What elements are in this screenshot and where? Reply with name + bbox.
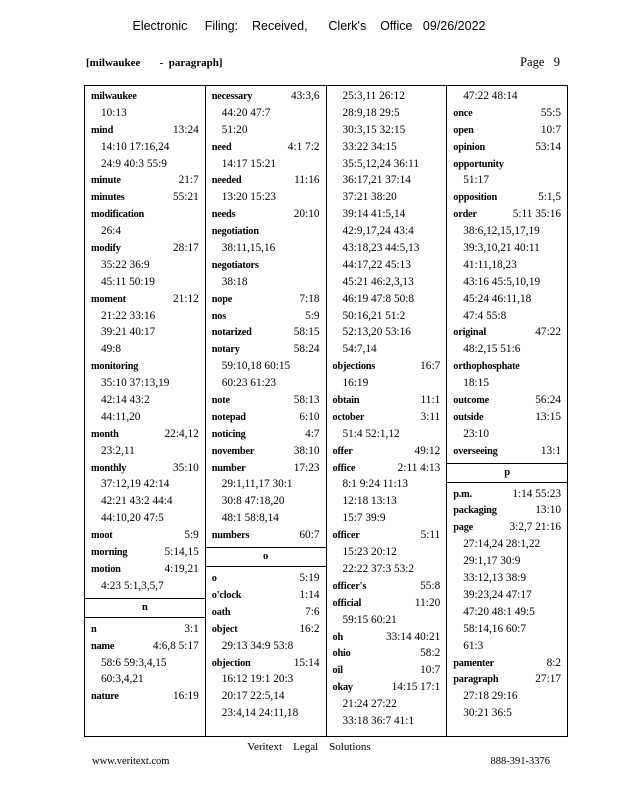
index-continuation: 22:22 37:3 53:2	[342, 562, 415, 575]
index-refs: 47:22	[535, 326, 561, 339]
index-continuation: 18:15	[463, 377, 489, 390]
index-entry	[206, 604, 326, 621]
index-term: monthly	[91, 462, 127, 474]
index-refs: 55:5	[540, 106, 561, 119]
index-term: numbers	[211, 530, 250, 542]
index-entry	[85, 206, 205, 223]
index-entry	[327, 595, 447, 612]
index-term: official	[332, 597, 362, 609]
index-continuation: 39:23,24 47:17	[463, 588, 532, 601]
index-entry	[206, 587, 326, 604]
index-continuation: 23:2,11	[101, 444, 135, 457]
index-refs: 5:9	[184, 529, 199, 542]
index-refs: 16:2	[299, 622, 320, 635]
index-continuation: 29:13 34:9 53:8	[221, 639, 294, 652]
index-column-1	[85, 86, 205, 736]
index-term: outside	[453, 411, 484, 423]
index-continuation: 54:7,14	[342, 343, 377, 356]
index-continuation: 45:21 46:2,3,13	[342, 275, 414, 288]
index-refs: 4:19,21	[164, 562, 199, 575]
index-term: necessary	[211, 91, 253, 102]
index-refs: 4:6,8 5:17	[152, 639, 199, 652]
filing-stamp: Electronic Filing: Received, Clerk's Office 09/26/2022	[132, 19, 486, 33]
index-continuation: 37:21 38:20	[342, 191, 397, 204]
index-term: nature	[91, 691, 119, 703]
index-entry	[206, 409, 326, 426]
index-continuation: 41:11,18,23	[463, 258, 517, 271]
index-refs: 5:9	[305, 309, 320, 322]
index-entry	[206, 570, 326, 587]
index-term: milwaukee	[91, 91, 137, 102]
index-continuation: 28:9,18 29:5	[342, 106, 400, 119]
index-refs: 16:7	[420, 360, 441, 373]
index-continuation: 52:13,20 53:16	[342, 326, 411, 339]
index-continuation: 58:6 59:3,4,15	[101, 656, 167, 669]
index-term: oh	[332, 631, 343, 643]
index-continuation: 60:3,4,21	[101, 673, 144, 686]
index-entry	[85, 172, 205, 189]
index-term: modification	[91, 209, 145, 221]
index-entry	[206, 308, 326, 325]
index-continuation: 13:20 15:23	[221, 191, 277, 204]
index-term: morning	[91, 547, 128, 559]
index-entry	[447, 655, 567, 672]
index-continuation: 14:17 15:21	[221, 157, 277, 170]
index-refs: 49:12	[414, 444, 441, 457]
index-refs: 11:20	[414, 596, 441, 609]
index-entry	[447, 486, 567, 503]
index-entry	[447, 519, 567, 536]
section-letter: p	[447, 463, 567, 483]
index-refs: 7:6	[305, 605, 320, 618]
index-refs: 5:11	[420, 529, 441, 542]
index-term: opinion	[453, 141, 486, 153]
index-continuation: 44:20 47:7	[221, 106, 271, 119]
index-entry	[327, 358, 447, 375]
index-term: needs	[211, 209, 236, 221]
index-refs: 35:10	[173, 461, 199, 474]
index-refs: 5:14,15	[164, 546, 199, 559]
index-continuation: 23:10	[463, 427, 489, 440]
index-entry	[327, 443, 447, 460]
index-entry	[206, 206, 326, 223]
index-continuation: 29:1,17 30:9	[463, 555, 521, 568]
index-term: object	[211, 623, 238, 635]
index-continuation: 46:19 47:8 50:8	[342, 292, 415, 305]
index-entry	[447, 122, 567, 139]
index-term: notepad	[211, 411, 246, 423]
index-continuation: 37:12,19 42:14	[101, 478, 170, 491]
index-continuation: 47:4 55:8	[463, 309, 507, 322]
index-refs: 16:19	[173, 690, 199, 703]
index-refs: 58:24	[293, 343, 320, 356]
index-term: oath	[211, 606, 231, 618]
index-refs: 4:7	[305, 427, 320, 440]
index-refs: 43:3,6	[290, 90, 320, 102]
index-continuation: 30:21 36:5	[463, 707, 512, 720]
index-entry	[206, 460, 326, 477]
index-continuation: 58:14,16 60:7	[463, 622, 527, 635]
index-entry	[85, 638, 205, 655]
index-term: moment	[91, 293, 126, 305]
index-entry	[206, 172, 326, 189]
index-term: obtain	[332, 395, 360, 407]
index-entry	[206, 392, 326, 409]
index-continuation: 33:22 34:15	[342, 140, 397, 153]
index-refs: 3:1	[184, 622, 199, 635]
index-entry	[206, 257, 326, 274]
index-term: page	[453, 522, 474, 534]
index-term: office	[332, 462, 356, 474]
index-term: number	[211, 462, 246, 474]
index-continuation: 23:4,14 24:11,18	[221, 707, 299, 720]
index-entry	[447, 392, 567, 409]
index-refs: 13:15	[535, 410, 561, 423]
index-refs: 21:12	[173, 292, 199, 305]
footer-phone: 888-391-3376	[490, 756, 550, 767]
index-term: opposition	[453, 192, 498, 204]
index-term: need	[211, 141, 232, 153]
index-refs: 5:1,5	[538, 191, 561, 204]
index-entry	[85, 527, 205, 544]
index-continuation: 44:17,22 45:13	[342, 258, 411, 271]
index-entry	[206, 324, 326, 341]
section-letter: n	[85, 598, 205, 618]
index-refs: 1:14	[299, 588, 320, 601]
index-continuation: 50:16,21 51:2	[342, 309, 406, 322]
index-entry	[85, 688, 205, 705]
index-continuation: 35:22 36:9	[101, 258, 150, 271]
index-refs: 11:1	[420, 394, 441, 407]
index-continuation: 25:3,11 26:12	[342, 90, 405, 102]
index-term: once	[453, 107, 473, 119]
index-refs: 8:2	[546, 656, 561, 669]
index-refs: 55:21	[173, 191, 199, 204]
section-letter: o	[206, 547, 326, 567]
index-entry	[85, 544, 205, 561]
index-term: o'clock	[211, 589, 242, 601]
index-continuation: 16:12 19:1 20:3	[221, 673, 294, 686]
index-continuation: 51:4 52:1,12	[342, 427, 400, 440]
index-term: november	[211, 445, 255, 457]
index-term: officer's	[332, 580, 367, 592]
index-refs: 56:24	[535, 394, 561, 407]
index-entry	[85, 291, 205, 308]
index-entry	[447, 139, 567, 156]
index-refs: 3:2,7 21:16	[509, 521, 561, 534]
index-term: noticing	[211, 428, 246, 440]
index-term: overseeing	[453, 445, 498, 457]
index-term: month	[91, 428, 119, 440]
index-entry	[327, 392, 447, 409]
index-continuation: 33:18 36:7 41:1	[342, 714, 415, 727]
index-column-4	[446, 86, 567, 736]
index-term: original	[453, 327, 486, 339]
index-continuation: 60:23 61:23	[221, 377, 277, 390]
index-term: motion	[91, 563, 121, 575]
index-refs: 21:7	[178, 174, 199, 187]
index-continuation: 16:19	[342, 377, 369, 390]
index-entry	[206, 426, 326, 443]
index-refs: 20:10	[293, 208, 320, 221]
index-continuation: 47:22 48:14	[463, 90, 518, 102]
index-entry	[447, 324, 567, 341]
index-term: outcome	[453, 395, 490, 407]
index-entry	[447, 156, 567, 173]
index-continuation: 26:4	[101, 225, 122, 238]
index-continuation: 20:17 22:5,14	[221, 690, 285, 703]
index-refs: 38:10	[293, 444, 320, 457]
index-entry	[85, 460, 205, 477]
index-refs: 6:10	[299, 410, 320, 423]
index-entry	[85, 122, 205, 139]
index-entry	[447, 502, 567, 519]
index-term: paragraph	[453, 674, 499, 686]
index-continuation: 8:1 9:24 11:13	[342, 478, 408, 491]
index-entry	[206, 621, 326, 638]
index-term: negotiators	[211, 259, 259, 271]
page-number: Page 9	[520, 55, 560, 69]
index-continuation: 33:12,13 38:9	[463, 572, 527, 585]
index-column-3	[326, 86, 447, 736]
index-term: opportunity	[453, 158, 504, 170]
index-term: negotiation	[211, 226, 259, 238]
index-refs: 4:1 7:2	[287, 140, 320, 153]
index-continuation: 10:13	[101, 106, 127, 119]
index-term: note	[211, 395, 230, 407]
index-entry	[327, 409, 447, 426]
index-term: mind	[91, 124, 114, 136]
index-continuation: 59:10,18 60:15	[221, 360, 291, 373]
index-entry	[327, 578, 447, 595]
index-continuation: 39:14 41:5,14	[342, 208, 406, 221]
index-entry	[447, 206, 567, 223]
index-column-2	[205, 86, 326, 736]
index-continuation: 51:17	[463, 174, 489, 187]
index-term: orthophosphate	[453, 361, 520, 373]
index-term: minute	[91, 175, 121, 187]
index-entry	[85, 358, 205, 375]
index-entry	[206, 291, 326, 308]
index-continuation: 15:23 20:12	[342, 546, 397, 559]
index-entry	[447, 443, 567, 460]
index-entry	[85, 88, 205, 105]
index-term: okay	[332, 682, 353, 694]
index-refs: 2:11 4:13	[397, 461, 441, 474]
index-term: open	[453, 124, 474, 136]
index-refs: 5:11 35:16	[512, 208, 561, 221]
index-refs: 58:13	[293, 394, 320, 407]
index-entry	[206, 443, 326, 460]
index-refs: 13:24	[173, 123, 199, 136]
index-entry	[447, 671, 567, 688]
footer-company: Veritext Legal Solutions	[247, 741, 371, 753]
index-entry	[327, 460, 447, 477]
index-continuation: 45:24 46:11,18	[463, 292, 532, 305]
index-continuation: 30:8 47:18,20	[221, 495, 285, 508]
index-continuation: 4:23 5:1,3,5,7	[101, 579, 164, 592]
index-term: notary	[211, 344, 240, 356]
index-refs: 11:16	[294, 174, 320, 187]
index-continuation: 21:24 27:22	[342, 698, 397, 711]
index-term: modify	[91, 243, 121, 255]
index-term: officer	[332, 530, 360, 542]
index-refs: 28:17	[173, 242, 199, 255]
index-refs: 22:4,12	[164, 427, 199, 440]
index-term: monitoring	[91, 361, 139, 373]
index-term: nope	[211, 293, 233, 305]
word-index-table	[84, 85, 568, 737]
index-continuation: 27:14,24 28:1,22	[463, 538, 541, 551]
index-continuation: 29:1,11,17 30:1	[221, 478, 293, 491]
index-refs: 33:14 40:21	[385, 630, 441, 643]
index-term: offer	[332, 445, 353, 457]
index-continuation: 30:3,15 32:15	[342, 123, 406, 136]
index-refs: 10:7	[540, 123, 561, 136]
index-refs: 13:1	[540, 444, 561, 457]
index-continuation: 42:14 43:2	[101, 394, 150, 407]
index-continuation: 42:9,17,24 43:4	[342, 225, 414, 238]
index-continuation: 49:8	[101, 343, 122, 356]
index-refs: 17:23	[293, 461, 320, 474]
index-term: objections	[332, 361, 376, 373]
index-continuation: 39:3,10,21 40:11	[463, 242, 540, 255]
index-continuation: 43:18,23 44:5,13	[342, 242, 420, 255]
index-refs: 58:15	[293, 326, 320, 339]
index-entry	[206, 655, 326, 672]
index-entry	[206, 88, 326, 105]
index-entry	[327, 527, 447, 544]
index-continuation: 12:18 13:13	[342, 495, 397, 508]
index-continuation: 38:6,12,15,17,19	[463, 225, 540, 238]
index-continuation: 44:10,20 47:5	[101, 512, 164, 525]
index-continuation: 38:11,15,16	[221, 242, 276, 255]
index-term: name	[91, 640, 115, 652]
index-entry	[85, 561, 205, 578]
index-term: oil	[332, 665, 343, 677]
index-refs: 60:7	[299, 529, 320, 542]
index-entry	[447, 409, 567, 426]
index-continuation: 42:21 43:2 44:4	[101, 495, 173, 508]
index-continuation: 48:2,15 51:6	[463, 343, 521, 356]
index-term: needed	[211, 175, 242, 187]
index-entry	[447, 358, 567, 375]
index-term: packaging	[453, 505, 497, 517]
index-continuation: 36:17,21 37:14	[342, 174, 411, 187]
index-entry	[327, 629, 447, 646]
index-term: p.m.	[453, 488, 472, 500]
index-refs: 58:2	[420, 647, 441, 660]
index-continuation: 47:20 48:1 49:5	[463, 605, 535, 618]
index-term: objection	[211, 657, 251, 669]
index-entry	[85, 189, 205, 206]
index-entry	[206, 341, 326, 358]
index-continuation: 35:5,12,24 36:11	[342, 157, 419, 170]
index-refs: 14:15 17:1	[391, 681, 441, 694]
index-entry	[85, 426, 205, 443]
index-entry	[206, 139, 326, 156]
index-continuation: 21:22 33:16	[101, 309, 156, 322]
index-entry	[85, 240, 205, 257]
index-entry	[327, 679, 447, 696]
index-entry	[447, 105, 567, 122]
index-continuation: 38:18	[221, 275, 248, 288]
index-continuation: 15:7 39:9	[342, 512, 386, 525]
index-term: notarized	[211, 327, 252, 339]
index-continuation: 35:10 37:13,19	[101, 377, 170, 390]
index-entry	[206, 527, 326, 544]
index-refs: 15:14	[293, 656, 320, 669]
index-refs: 27:17	[535, 673, 561, 686]
index-continuation: 27:18 29:16	[463, 690, 518, 703]
index-continuation: 48:1 58:8,14	[221, 512, 279, 525]
index-term: october	[332, 411, 365, 423]
index-continuation: 44:11,20	[101, 410, 141, 423]
index-term: minutes	[91, 192, 125, 204]
index-entry	[85, 621, 205, 638]
index-continuation: 14:10 17:16,24	[101, 140, 170, 153]
index-continuation: 59:15 60:21	[342, 613, 397, 626]
index-term: nos	[211, 310, 227, 322]
index-entry	[206, 223, 326, 240]
index-refs: 5:19	[299, 572, 320, 585]
index-term: moot	[91, 530, 113, 542]
index-entry	[327, 662, 447, 679]
index-continuation: 51:20	[221, 123, 248, 136]
index-entry	[447, 189, 567, 206]
index-refs: 53:14	[535, 140, 561, 153]
index-term: order	[453, 209, 477, 221]
index-continuation: 45:11 50:19	[101, 275, 155, 288]
index-range-header: [milwaukee - paragraph]	[86, 57, 223, 69]
index-refs: 55:8	[420, 579, 441, 592]
index-term: ohio	[332, 648, 351, 660]
index-continuation: 24:9 40:3 55:9	[101, 157, 167, 170]
footer-website: www.veritext.com	[92, 756, 170, 767]
index-refs: 1:14 55:23	[512, 487, 561, 500]
index-term: o	[211, 573, 217, 585]
index-refs: 13:10	[535, 504, 561, 517]
index-entry	[327, 645, 447, 662]
index-term: pamenter	[453, 657, 494, 669]
index-continuation: 39:21 40:17	[101, 326, 156, 339]
index-refs: 7:18	[299, 292, 320, 305]
index-refs: 3:11	[420, 410, 441, 423]
index-refs: 10:7	[420, 664, 441, 677]
index-continuation: 61:3	[463, 639, 484, 652]
index-continuation: 43:16 45:5,10,19	[463, 275, 541, 288]
index-term: n	[91, 623, 97, 635]
